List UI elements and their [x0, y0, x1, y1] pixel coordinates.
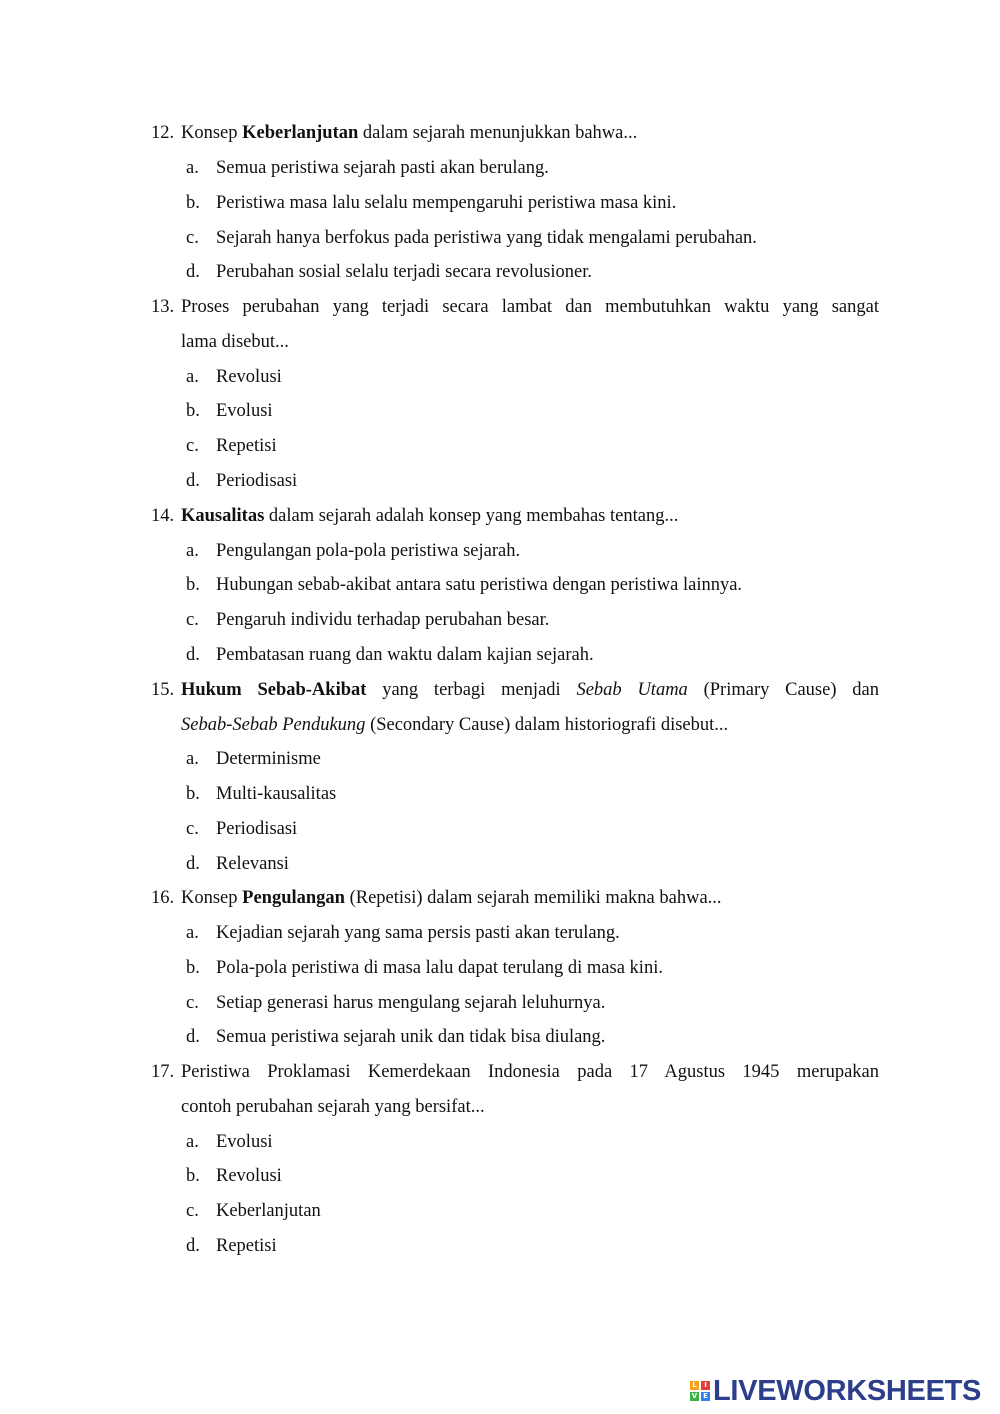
question-text-continued: Sebab-Sebab Pendukung (Secondary Cause) dalam historiografi disebut...	[181, 715, 729, 735]
option-text: Pola-pola peristiwa di masa lalu dapat terulang di masa kini.	[216, 958, 663, 978]
question-number: 13.	[151, 297, 175, 317]
option-letter: a.	[186, 1132, 199, 1152]
option-text: Setiap generasi harus mengulang sejarah leluhurnya.	[216, 993, 606, 1013]
logo-mark-tile: V	[691, 1392, 698, 1400]
option-text: Evolusi	[216, 401, 273, 421]
brand-text: LIVEWORKSHEETS	[713, 1374, 982, 1407]
question-text: Peristiwa Proklamasi Kemerdekaan Indonesia pada 17 Agustus 1945 merupakan	[181, 1062, 879, 1082]
question-text: Konsep Pengulangan (Repetisi) dalam sejarah memiliki makna bahwa...	[181, 888, 722, 908]
option-text: Semua peristiwa sejarah unik dan tidak bisa diulang.	[216, 1027, 606, 1047]
option-letter: a.	[186, 749, 199, 769]
question-text: Konsep Keberlanjutan dalam sejarah menunjukkan bahwa...	[181, 123, 638, 143]
question-number: 17.	[151, 1062, 175, 1082]
option-text: Kejadian sejarah yang sama persis pasti akan terulang.	[216, 923, 620, 943]
option-text: Sejarah hanya berfokus pada peristiwa yang tidak mengalami perubahan.	[216, 228, 757, 248]
logo-mark-tile: I	[701, 1381, 710, 1390]
option-letter: d.	[186, 854, 200, 874]
logo-mark-tile: E	[701, 1392, 710, 1401]
option-text: Revolusi	[216, 1166, 282, 1186]
option-letter: d.	[186, 645, 200, 665]
question-text: Kausalitas dalam sejarah adalah konsep yang membahas tentang...	[181, 506, 679, 526]
option-letter: b.	[186, 401, 200, 421]
option-text: Periodisasi	[216, 471, 298, 491]
question-number: 16.	[151, 888, 175, 908]
option-letter: c.	[186, 819, 199, 839]
option-text: Evolusi	[216, 1132, 273, 1152]
option-text: Repetisi	[216, 1236, 277, 1256]
option-text: Relevansi	[216, 854, 289, 874]
question-text-continued: contoh perubahan sejarah yang bersifat...	[181, 1097, 485, 1117]
option-letter: a.	[186, 367, 199, 387]
option-letter: c.	[186, 610, 199, 630]
option-letter: b.	[186, 1166, 200, 1186]
option-text: Determinisme	[216, 749, 321, 769]
option-text: Periodisasi	[216, 819, 298, 839]
question-number: 15.	[151, 680, 175, 700]
option-letter: b.	[186, 958, 200, 978]
option-letter: a.	[186, 923, 199, 943]
option-letter: d.	[186, 471, 200, 491]
option-text: Hubungan sebab-akibat antara satu peristiwa dengan peristiwa lainnya.	[216, 575, 743, 595]
question-number: 12.	[151, 123, 175, 143]
liveworksheets-logo[interactable]	[690, 1376, 981, 1406]
option-text: Keberlanjutan	[216, 1201, 321, 1221]
option-text: Pengulangan pola-pola peristiwa sejarah.	[216, 541, 521, 561]
option-letter: c.	[186, 1201, 199, 1221]
option-letter: a.	[186, 541, 199, 561]
question-text-continued: lama disebut...	[181, 332, 289, 352]
option-letter: d.	[186, 262, 200, 282]
option-letter: c.	[186, 993, 199, 1013]
option-letter: c.	[186, 228, 199, 248]
question-text: Hukum Sebab-Akibat yang terbagi menjadi Sebab Utama (Primary Cause) dan	[181, 680, 879, 700]
option-letter: d.	[186, 1027, 200, 1047]
option-text: Pembatasan ruang dan waktu dalam kajian sejarah.	[216, 645, 594, 665]
question-number: 14.	[151, 506, 175, 526]
option-text: Pengaruh individu terhadap perubahan besar.	[216, 610, 550, 630]
option-letter: b.	[186, 193, 200, 213]
option-letter: b.	[186, 784, 200, 804]
option-letter: b.	[186, 575, 200, 595]
option-letter: a.	[186, 158, 199, 178]
question-text: Proses perubahan yang terjadi secara lambat dan membutuhkan waktu yang sangat	[181, 297, 879, 317]
logo-mark-tile: L	[690, 1381, 699, 1390]
option-letter: c.	[186, 436, 199, 456]
option-text: Revolusi	[216, 367, 282, 387]
option-text: Multi-kausalitas	[216, 784, 337, 804]
option-text: Repetisi	[216, 436, 277, 456]
option-text: Semua peristiwa sejarah pasti akan berulang.	[216, 158, 549, 178]
option-text: Peristiwa masa lalu selalu mempengaruhi peristiwa masa kini.	[216, 193, 677, 213]
option-letter: d.	[186, 1236, 200, 1256]
logo-mark-icon	[690, 1381, 710, 1401]
option-text: Perubahan sosial selalu terjadi secara revolusioner.	[216, 262, 593, 282]
